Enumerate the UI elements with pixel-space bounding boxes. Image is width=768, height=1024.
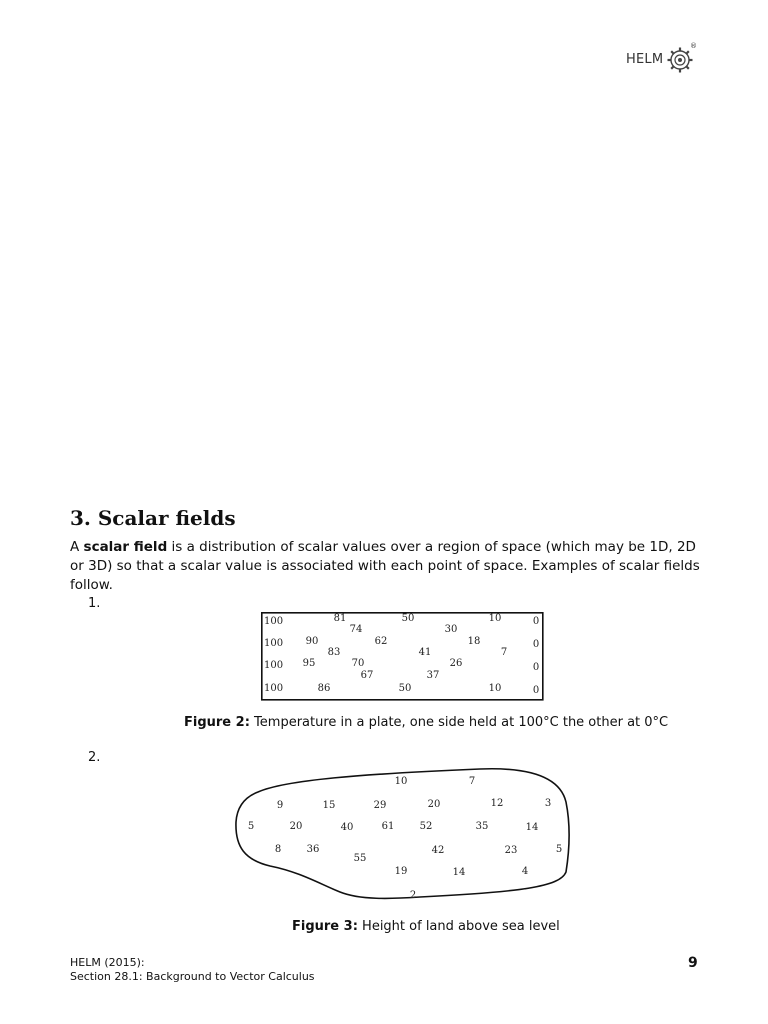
temp-value: 90 bbox=[305, 636, 319, 647]
height-value: 55 bbox=[353, 853, 367, 864]
figure3-caption-text: Height of land above sea level bbox=[362, 919, 560, 934]
height-value: 10 bbox=[394, 776, 408, 787]
height-value: 5 bbox=[555, 844, 563, 855]
temp-value: 0 bbox=[532, 685, 540, 696]
list-number-2: 2. bbox=[88, 750, 101, 765]
intro-paragraph bbox=[70, 538, 710, 595]
temp-value: 0 bbox=[532, 662, 540, 673]
figure2-caption bbox=[184, 715, 668, 730]
figure3-caption bbox=[292, 919, 560, 934]
temperature-plate-figure bbox=[261, 612, 545, 702]
height-value: 20 bbox=[427, 799, 441, 810]
height-value: 35 bbox=[475, 821, 489, 832]
temp-value: 100 bbox=[264, 638, 284, 649]
temp-value: 37 bbox=[426, 670, 440, 681]
section-heading: 3. Scalar fields bbox=[70, 506, 236, 530]
temp-value: 50 bbox=[398, 683, 412, 694]
height-value: 36 bbox=[306, 844, 320, 855]
footer-source bbox=[70, 956, 315, 984]
height-value: 14 bbox=[452, 867, 466, 878]
temp-value: 74 bbox=[349, 624, 363, 635]
page-number: 9 bbox=[688, 955, 698, 971]
height-value: 14 bbox=[525, 822, 539, 833]
footer-line-2: Section 28.1: Background to Vector Calculus bbox=[70, 970, 315, 983]
temp-value: 67 bbox=[360, 670, 374, 681]
height-value: 12 bbox=[490, 798, 504, 809]
temp-value: 50 bbox=[401, 613, 415, 624]
height-value: 3 bbox=[544, 798, 552, 809]
temp-value: 41 bbox=[418, 647, 432, 658]
intro-before: A bbox=[70, 539, 84, 555]
list-number-1: 1. bbox=[88, 596, 101, 611]
height-value: 9 bbox=[276, 800, 284, 811]
temp-value: 0 bbox=[532, 639, 540, 650]
height-value: 61 bbox=[381, 821, 395, 832]
footer-line-1: HELM (2015): bbox=[70, 956, 145, 969]
height-value: 23 bbox=[504, 845, 518, 856]
land-height-figure bbox=[230, 762, 575, 907]
temp-value: 62 bbox=[374, 636, 388, 647]
height-value: 15 bbox=[322, 800, 336, 811]
height-value: 52 bbox=[419, 821, 433, 832]
height-value: 29 bbox=[373, 800, 387, 811]
height-value: 42 bbox=[431, 845, 445, 856]
height-value: 8 bbox=[274, 844, 282, 855]
height-value: 5 bbox=[247, 821, 255, 832]
height-value: 40 bbox=[340, 822, 354, 833]
registered-mark: ® bbox=[690, 42, 697, 50]
temp-value: 100 bbox=[264, 683, 284, 694]
temp-value: 83 bbox=[327, 647, 341, 658]
temp-value: 30 bbox=[444, 624, 458, 635]
temp-value: 100 bbox=[264, 660, 284, 671]
helm-logo bbox=[626, 44, 698, 74]
figure2-caption-label: Figure 2: bbox=[184, 715, 250, 730]
temp-value: 86 bbox=[317, 683, 331, 694]
temp-value: 100 bbox=[264, 616, 284, 627]
figure3-caption-label: Figure 3: bbox=[292, 919, 358, 934]
height-value: 2 bbox=[409, 890, 417, 901]
height-value: 4 bbox=[521, 866, 529, 877]
height-value: 19 bbox=[394, 866, 408, 877]
temp-value: 10 bbox=[488, 683, 502, 694]
intro-term: scalar field bbox=[83, 539, 168, 555]
temp-value: 95 bbox=[302, 658, 316, 669]
temp-value: 70 bbox=[351, 658, 365, 669]
height-value: 20 bbox=[289, 821, 303, 832]
temp-value: 18 bbox=[467, 636, 481, 647]
temp-value: 0 bbox=[532, 616, 540, 627]
intro-after: is a distribution of scalar values over a region of space (which may be 1D, 2D or 3D) so that a scalar value is associated with each point of space. Examples of scalar fields follow. bbox=[70, 539, 700, 593]
temp-value: 10 bbox=[488, 613, 502, 624]
figure2-caption-text: Temperature in a plate, one side held at 100°C the other at 0°C bbox=[254, 715, 669, 730]
temp-value: 7 bbox=[500, 647, 508, 658]
logo-text: HELM bbox=[626, 52, 664, 67]
temp-value: 81 bbox=[333, 613, 347, 624]
height-value: 7 bbox=[468, 776, 476, 787]
temp-value: 26 bbox=[449, 658, 463, 669]
